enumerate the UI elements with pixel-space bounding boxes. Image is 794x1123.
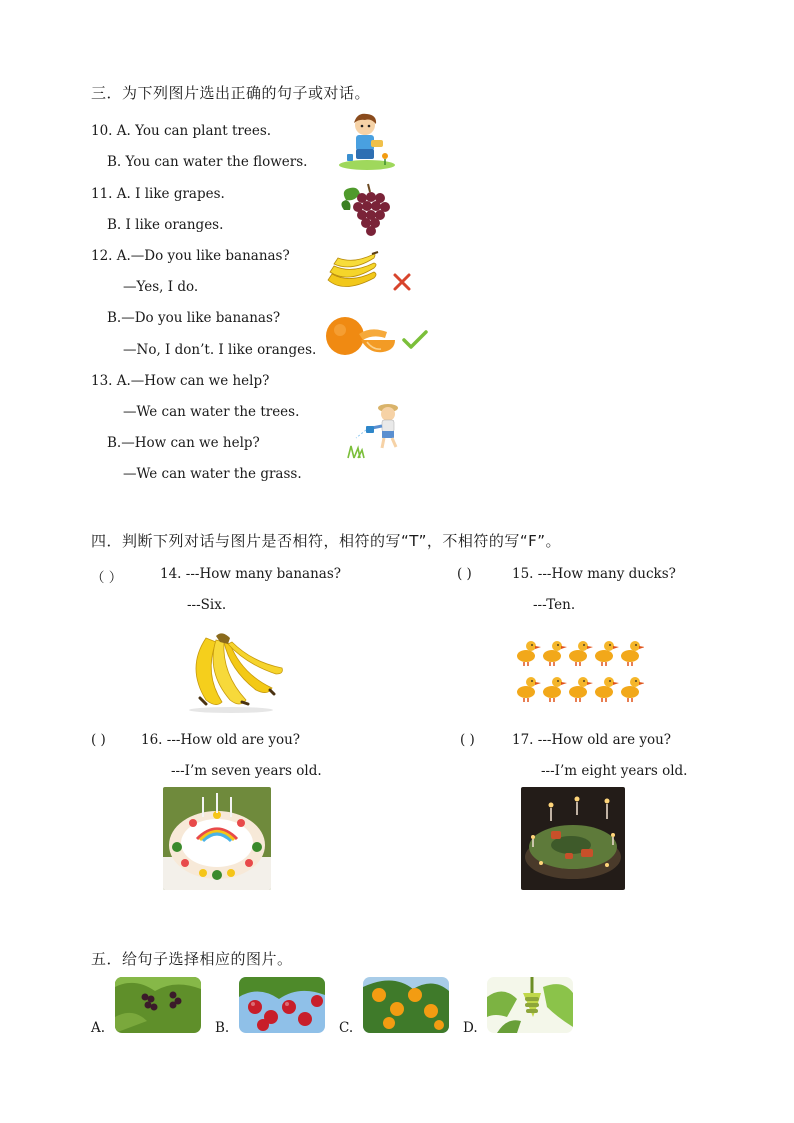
apples-tree-photo[interactable] (239, 977, 325, 1033)
q11-option-b: B. I like oranges. (107, 217, 224, 233)
q17-answer: ---I’m eight years old. (541, 763, 688, 779)
bananas-tree-photo[interactable] (487, 977, 573, 1033)
option-d-label: D. (463, 1020, 478, 1036)
q12-option-b-line1: B.—Do you like bananas? (107, 310, 281, 326)
q15-answer-blank[interactable]: ( ) (457, 566, 472, 582)
section4-title: 四．判断下列对话与图片是否相符，相符的写“T”，不相符的写“F”。 (91, 532, 562, 550)
section5-title: 五．给句子选择相应的图片。 (91, 950, 293, 968)
q17-question: 17. ---How old are you? (512, 732, 672, 748)
q16-answer-blank[interactable]: ( ) (91, 732, 106, 748)
q12-option-a-line2: —Yes, I do. (123, 279, 199, 295)
q13-option-a-line2: —We can water the trees. (123, 404, 300, 420)
q15-answer: ---Ten. (533, 597, 576, 613)
candle-birthday-cake-photo (521, 787, 625, 890)
q14-answer-blank[interactable]: （ ） (91, 570, 123, 586)
option-b-label: B. (215, 1020, 230, 1036)
q15-question: 15. ---How many ducks? (512, 566, 676, 582)
q11-option-a: 11. A. I like grapes. (91, 186, 225, 202)
q13-option-b-line2: —We can water the grass. (123, 466, 302, 482)
q10-option-a: 10. A. You can plant trees. (91, 123, 272, 139)
grapes-vine-photo[interactable] (115, 977, 201, 1033)
q17-answer-blank[interactable]: ( ) (460, 732, 475, 748)
q14-answer: ---Six. (187, 597, 227, 613)
grapes-image (338, 180, 396, 238)
option-c-label: C. (339, 1020, 354, 1036)
boy-watering-flowers-image (335, 110, 397, 172)
q12-option-a-line1: 12. A.—Do you like bananas? (91, 248, 290, 264)
q16-answer: ---I’m seven years old. (171, 763, 322, 779)
q16-question: 16. ---How old are you? (141, 732, 301, 748)
oranges-image (323, 314, 399, 358)
check-mark-icon (402, 330, 428, 350)
q13-option-b-line1: B.—How can we help? (107, 435, 260, 451)
q10-option-b: B. You can water the flowers. (107, 154, 308, 170)
option-a-label: A. (91, 1020, 106, 1036)
cross-mark-icon (392, 272, 412, 292)
kid-watering-grass-image (342, 398, 410, 464)
section3-title: 三．为下列图片选出正确的句子或对话。 (91, 84, 371, 102)
bananas-bunch-image (176, 628, 286, 714)
q12-option-b-line2: —No, I don’t. I like oranges. (123, 342, 317, 358)
fruit-birthday-cake-photo (163, 787, 271, 890)
ducks-image (514, 636, 644, 706)
q13-option-a-line1: 13. A.—How can we help? (91, 373, 270, 389)
oranges-tree-photo[interactable] (363, 977, 449, 1033)
q14-question: 14. ---How many bananas? (160, 566, 341, 582)
bananas-small-image (324, 250, 382, 296)
